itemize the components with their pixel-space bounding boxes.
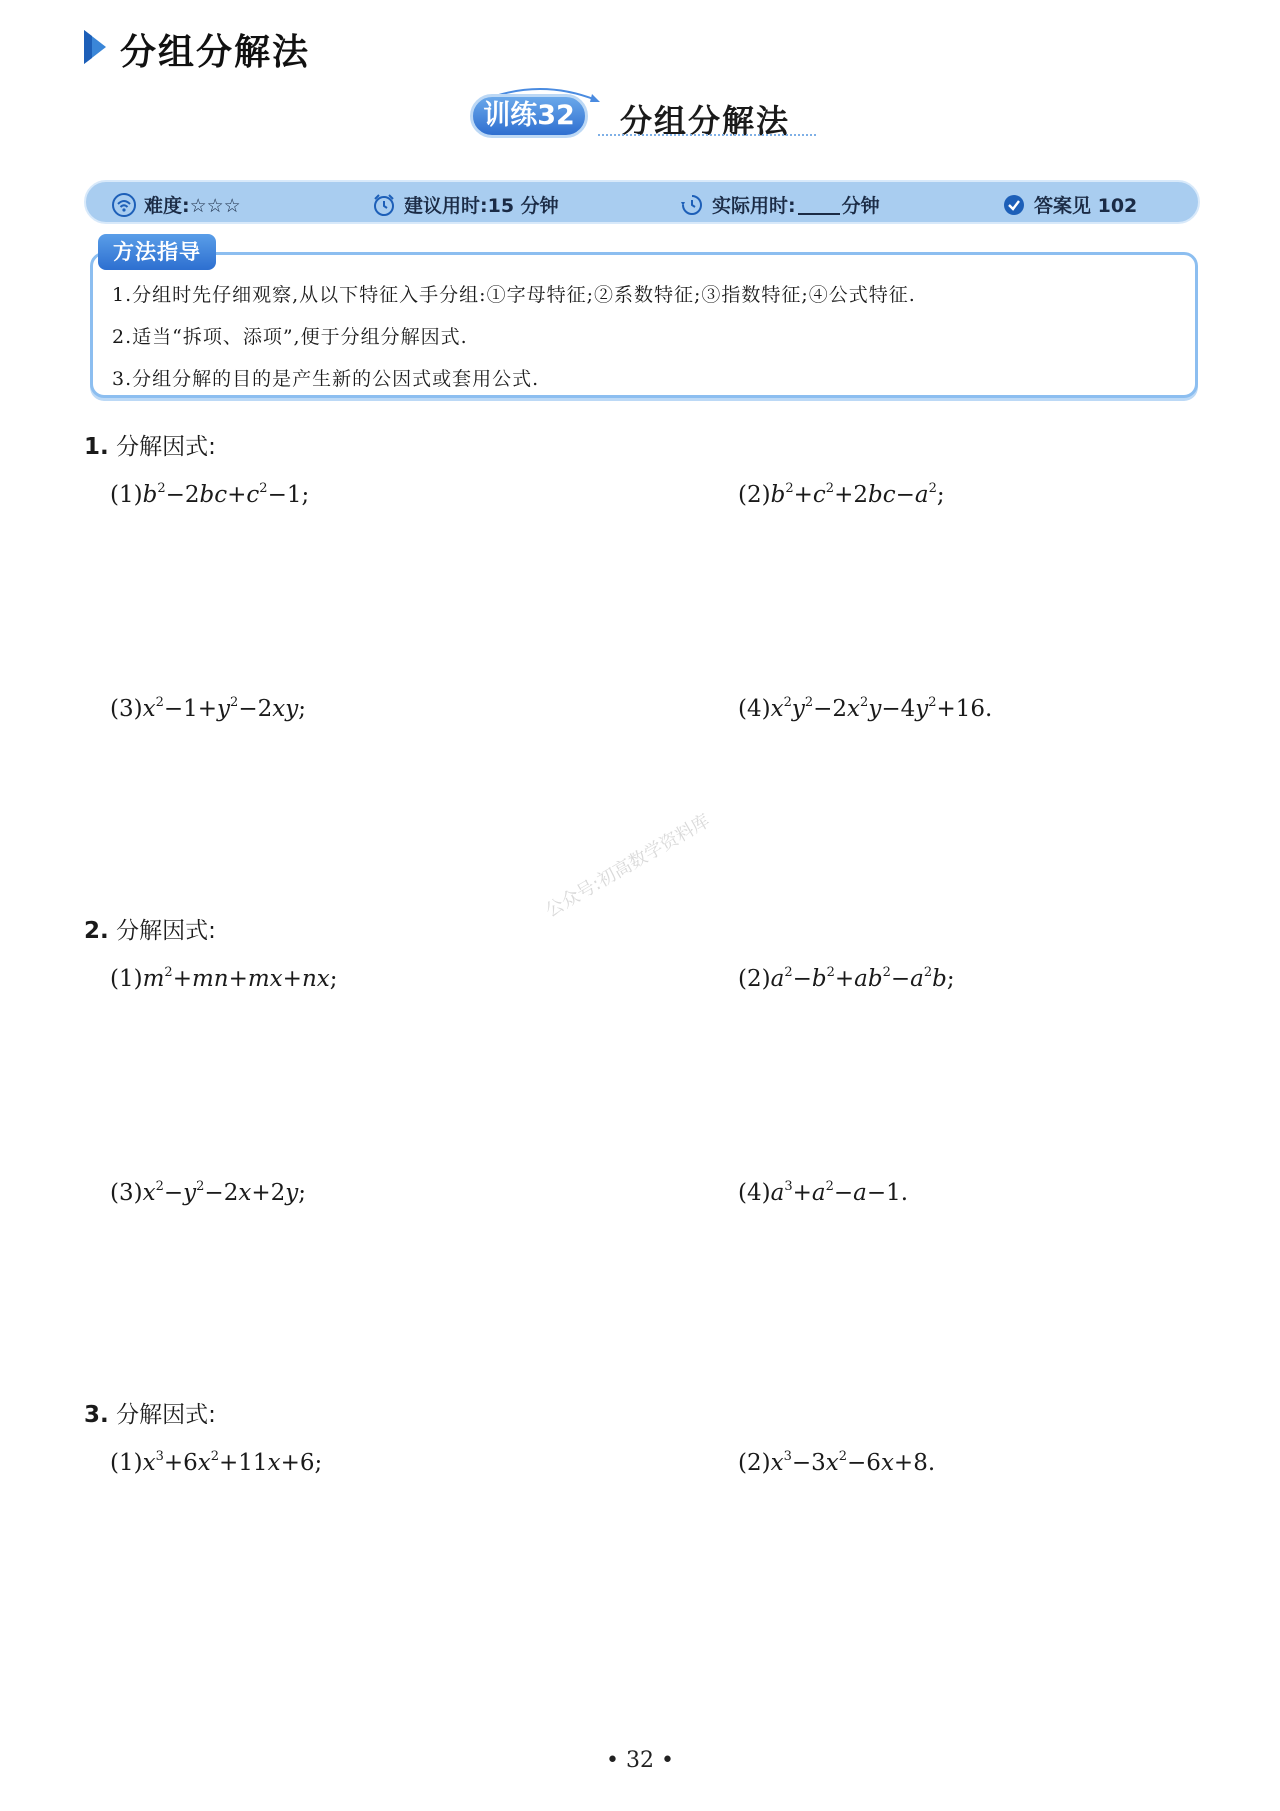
suggested-time-text: 建议用时:15 分钟 [404,195,559,217]
lesson-underline [598,134,816,140]
guide-line-3: 3.分组分解的目的是产生新的公因式或套用公式. [112,368,540,390]
item-number: (3) [110,1180,143,1206]
question-3-heading [84,1396,216,1429]
q2-item-2: $(2)a^2-b^2+ab^2-a^2b$; [738,965,955,992]
info-bar [84,180,1200,224]
question-label: 分解因式: [116,1402,216,1428]
guide-line-2: 2.适当“拆项、添项”,便于分组分解因式. [112,326,468,348]
difficulty-info [112,191,241,218]
q1-item-3: $(3)x^2-1+y^2-2xy$; [110,695,306,722]
guide-line-1: 1.分组时先仔细观察,从以下特征入手分组:①字母特征;②系数特征;③指数特征;④公式特征. [112,284,916,306]
item-number: (2) [738,966,771,992]
actual-time-prefix: 实际用时: [712,195,796,217]
method-guide-tab: 方法指导 [98,234,216,270]
lesson-badge: 训练32 [470,94,588,138]
q1-item-1: $(1)b^2-2bc+c^2-1$; [110,481,310,508]
question-label: 分解因式: [116,918,216,944]
question-2-heading [84,912,216,945]
item-number: (2) [738,1450,771,1476]
q1-item-2: $(2)b^2+c^2+2bc-a^2$; [738,481,945,508]
item-number: (4) [738,1180,771,1206]
q2-item-3: $(3)x^2-y^2-2x+2y$; [110,1179,306,1206]
check-circle-icon [1002,193,1026,217]
item-number: (3) [110,696,143,722]
watermark: 公众号:初高数学资料库 [542,810,714,922]
section-title: 分组分解法 [120,32,311,73]
item-number: (1) [110,1450,143,1476]
difficulty-text: 难度:☆☆☆ [144,195,241,217]
q2-item-4: $(4)a^3+a^2-a-1$. [738,1179,909,1206]
question-1-heading [84,428,216,461]
item-number: (4) [738,696,771,722]
alarm-clock-icon [372,193,396,217]
item-number: (2) [738,482,771,508]
question-number: 3. [84,1402,109,1428]
q3-item-1: $(1)x^3+6x^2+11x+6$; [110,1449,323,1476]
question-label: 分解因式: [116,434,216,460]
triangle-marker-icon [84,30,106,64]
q2-item-1: $(1)m^2+mn+mx+nx$; [110,965,338,992]
item-number: (1) [110,482,143,508]
actual-time-info [680,191,880,218]
actual-time-blank[interactable] [798,195,840,215]
question-number: 2. [84,918,109,944]
suggested-time-info [372,191,559,218]
q3-item-2: $(2)x^3-3x^2-6x+8$. [738,1449,936,1476]
signal-icon [112,193,136,217]
page-number: • 32 • [606,1748,674,1773]
answer-ref-info [1002,191,1137,218]
answer-ref-text: 答案见 102 [1034,195,1138,217]
q1-item-4: $(4)x^2y^2-2x^2y-4y^2+16$. [738,695,993,722]
question-number: 1. [84,434,109,460]
timer-icon [680,193,704,217]
lesson-title: 分组分解法 [620,102,791,140]
actual-time-suffix: 分钟 [841,195,880,217]
item-number: (1) [110,966,143,992]
